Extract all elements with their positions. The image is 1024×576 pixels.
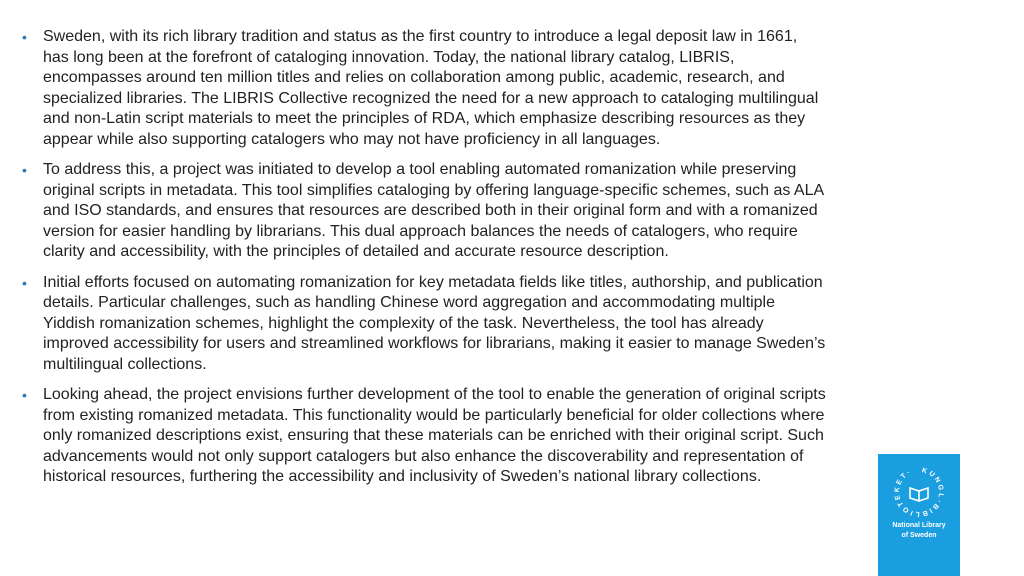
paragraph-text-line: from existing romanized metadata. This functionality would be particularly beneficial for older collections where (43, 406, 825, 424)
paragraph-text-line: Yiddish romanization schemes, highlight the complexity of the task. Nevertheless, the tool has already (43, 314, 764, 332)
bullet-paragraph (22, 273, 902, 376)
bullet-list (22, 27, 902, 497)
paragraph-text-line: appear while also supporting catalogers who may not have proficiency in all languages. (43, 130, 661, 148)
paragraph-text-line: version for easier handling by librarians. This dual approach balances the needs of catalogers, who require (43, 222, 798, 240)
paragraph-text-line: details. Particular challenges, such as handling Chinese word aggregation and accommodating multiple (43, 294, 775, 312)
logo-caption-line2: of Sweden (901, 532, 937, 539)
paragraph-text-line: clarity and accessibility, with the principles of detailed and accurate resource description. (43, 243, 669, 261)
paragraph-text-line: To address this, a project was initiated to develop a tool enabling automated romanization while preserving (43, 161, 797, 179)
paragraph-text-line: Initial efforts focused on automating romanization for key metadata fields like titles, authorship, and publication (43, 273, 823, 291)
paragraph-text-line: advancements would not only support catalogers but also enhance the discoverability and representation of (43, 447, 804, 465)
logo-caption-line1: National Library (892, 522, 946, 529)
bullet-paragraph (22, 385, 902, 488)
bullet-icon: • (22, 162, 27, 179)
kungl-biblioteket-seal-icon (891, 464, 947, 520)
paragraph-text-line: and non-Latin script materials to meet the principles of RDA, which emphasize describing resources as they (43, 110, 806, 128)
national-library-logo (878, 454, 960, 576)
paragraph-text-line: Looking ahead, the project envisions further development of the tool to enable the generation of original scripts (43, 386, 826, 403)
paragraph-text-line: encompasses around ten million titles and relies on collaboration among public, academic, research, and (43, 69, 785, 87)
paragraph-text-line: improved accessibility for users and streamlined workflows for librarians, making it easier to manage Sweden’s (43, 335, 826, 353)
paragraph-text-line: has long been at the forefront of cataloging innovation. Today, the national library catalog, LIBRIS, (43, 48, 735, 66)
bullet-paragraph (22, 160, 902, 263)
bullet-paragraph (22, 27, 902, 151)
bullet-icon: • (22, 387, 27, 403)
paragraph-text-line: multilingual collections. (43, 355, 207, 373)
svg-text:KUNGL·BIBLIOTEKET·: KUNGL·BIBLIOTEKET· (893, 467, 945, 518)
paragraph-text-line: historical resources, furthering the accessibility and inclusivity of Sweden’s national library collections. (43, 468, 762, 486)
paragraph-text-line: and ISO standards, and ensures that resources are described both in their original form and with a romanized (43, 202, 818, 220)
paragraph-text-line: specialized libraries. The LIBRIS Collective recognized the need for a new approach to cataloging multilingual (43, 89, 819, 107)
bullet-icon: • (22, 29, 27, 45)
paragraph-text-line: Sweden, with its rich library tradition and status as the first country to introduce a legal deposit law in 1661, (43, 28, 798, 45)
paragraph-text-line: only romanized descriptions exist, ensuring that these materials can be enriched with their original script. Such (43, 427, 824, 445)
paragraph-text-line: original scripts in metadata. This tool simplifies cataloging by offering language-specific schemes, such as ALA (43, 181, 825, 199)
bullet-icon: • (22, 274, 27, 291)
